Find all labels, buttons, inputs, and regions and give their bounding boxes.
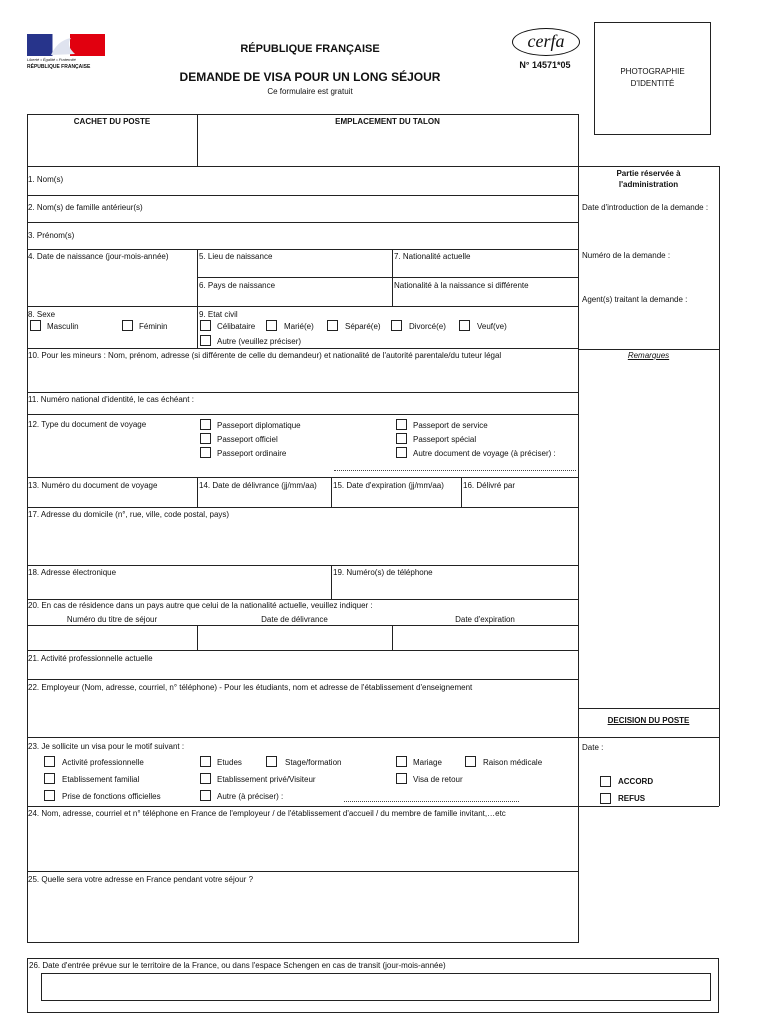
celibataire-checkbox[interactable] (200, 320, 211, 331)
field-21-activite-input[interactable] (30, 666, 570, 676)
field-24-accueil-input[interactable] (30, 826, 570, 862)
motif-autre-checkbox[interactable] (200, 790, 211, 801)
masculin-label: Masculin (47, 322, 79, 331)
field-9-etat-civil-label: 9. Etat civil (199, 310, 238, 319)
photo-label-line2: D'IDENTITÉ (630, 79, 675, 88)
cerfa-logo: cerfa (512, 28, 580, 56)
field-11-numero-identite-input[interactable] (200, 400, 570, 410)
field-24-accueil-label: 24. Nom, adresse, courriel et n° téléphone en France de l'employeur / de l'établissement d'accueil / du membre de famille invitant,…etc (28, 809, 506, 818)
motif-stage-label: Stage/formation (285, 758, 342, 767)
veuf-checkbox[interactable] (459, 320, 470, 331)
field-10-mineurs-input[interactable] (30, 368, 570, 386)
form-number: N° 14571*05 (519, 60, 571, 70)
field-20-residence-label: 20. En cas de résidence dans un pays autre que celui de la nationalité actuelle, veuillez indiquer : (28, 601, 373, 610)
field-10-mineurs-label: 10. Pour les mineurs : Nom, prénom, adresse (si différente de celle du demandeur) et nationalité de l'autorité parentale/du tuteur légal (28, 351, 502, 360)
field-3-prenom-input[interactable] (90, 238, 570, 248)
passeport-officiel-checkbox[interactable] (200, 433, 211, 444)
field-6-pays-naissance-label: 6. Pays de naissance (199, 281, 276, 290)
motif-etab-familial-checkbox[interactable] (44, 773, 55, 784)
passeport-officiel-label: Passeport officiel (217, 435, 278, 444)
field-25-adresse-france-label: 25. Quelle sera votre adresse en France pendant votre séjour ? (28, 875, 254, 884)
field-20b-date-delivrance-input[interactable] (200, 632, 385, 642)
field-17-adresse-domicile-input[interactable] (30, 530, 570, 558)
field-20a-titre-sejour-input[interactable] (30, 632, 190, 642)
marianne-profile-icon (41, 36, 81, 56)
accord-checkbox[interactable] (600, 776, 611, 787)
passeport-special-label: Passeport spécial (413, 435, 477, 444)
admin-date-introduction: Date d'introduction de la demande : (582, 203, 709, 212)
country-heading: RÉPUBLIQUE FRANÇAISE (240, 43, 380, 55)
motif-autre-dotted-line[interactable] (344, 801, 519, 802)
field-7-nationalite-label: 7. Nationalité actuelle (394, 252, 471, 261)
passeport-service-label: Passeport de service (413, 421, 488, 430)
field-13-numero-document-input[interactable] (30, 494, 190, 504)
field-20c-date-expiration-input[interactable] (396, 632, 571, 642)
field-26-date-entree-label: 26. Date d'entrée prévue sur le territoire de la France, ou dans l'espace Schengen en cas de transit (jour-mois-année) (29, 961, 446, 970)
separe-label: Séparé(e) (345, 322, 381, 331)
admin-agents: Agent(s) traitant la demande : (582, 295, 688, 304)
admin-decision-du-poste: DECISION DU POSTE (607, 716, 690, 725)
motif-mariage-label: Mariage (413, 758, 442, 767)
field-2-nom-anterieur-label: 2. Nom(s) de famille antérieur(s) (28, 203, 143, 212)
motif-visa-retour-label: Visa de retour (413, 775, 463, 784)
autre-document-dotted-line[interactable] (334, 470, 576, 471)
field-8-sexe-label: 8. Sexe (28, 310, 56, 319)
page-title: DEMANDE DE VISA POUR UN LONG SÉJOUR (179, 70, 441, 84)
field-18-adresse-electronique-input[interactable] (30, 583, 325, 593)
field-16-delivre-par-input[interactable] (464, 494, 572, 504)
autre-civil-checkbox[interactable] (200, 335, 211, 346)
field-7-nationalite-input[interactable] (396, 264, 571, 274)
motif-activite-checkbox[interactable] (44, 756, 55, 767)
field-14-date-delivrance-label: 14. Date de délivrance (jj/mm/aa) (199, 481, 317, 490)
logo-motto: Liberté • Égalité • Fraternité (27, 57, 76, 62)
field-26-date-entree-input[interactable] (41, 973, 711, 1001)
free-form-note: Ce formulaire est gratuit (267, 87, 353, 96)
field-15-date-expiration-label: 15. Date d'expiration (jj/mm/aa) (333, 481, 444, 490)
field-19-telephone-input[interactable] (334, 583, 572, 593)
field-14-date-delivrance-input[interactable] (200, 494, 325, 504)
logo-country: RÉPUBLIQUE FRANÇAISE (27, 64, 91, 70)
field-20b-date-delivrance-label: Date de délivrance (261, 615, 328, 624)
field-4-date-naissance-label: 4. Date de naissance (jour-mois-année) (28, 252, 169, 261)
refus-label: REFUS (618, 794, 646, 803)
admin-numero-demande: Numéro de la demande : (582, 251, 671, 260)
passeport-diplomatique-label: Passeport diplomatique (217, 421, 301, 430)
divorce-checkbox[interactable] (391, 320, 402, 331)
autre-document-checkbox[interactable] (396, 447, 407, 458)
motif-etab-familial-label: Etablissement familial (62, 775, 140, 784)
feminin-label: Féminin (139, 322, 168, 331)
passeport-special-checkbox[interactable] (396, 433, 407, 444)
field-22-employeur-input[interactable] (30, 700, 570, 728)
marie-checkbox[interactable] (266, 320, 277, 331)
motif-etab-prive-label: Etablissement privé/Visiteur (217, 775, 316, 784)
field-5-lieu-naissance-input[interactable] (200, 264, 385, 274)
field-16-delivre-par-label: 16. Délivré par (463, 481, 516, 490)
admin-date: Date : (582, 743, 604, 752)
cachet-du-poste-label: CACHET DU POSTE (73, 117, 151, 126)
separe-checkbox[interactable] (327, 320, 338, 331)
field-18-adresse-electronique-label: 18. Adresse électronique (28, 568, 117, 577)
passeport-ordinaire-label: Passeport ordinaire (217, 449, 287, 458)
field-2-nom-anterieur-input[interactable] (160, 210, 570, 220)
masculin-checkbox[interactable] (30, 320, 41, 331)
refus-checkbox[interactable] (600, 793, 611, 804)
marianne-logo (27, 34, 105, 75)
divorce-label: Divorcé(e) (409, 322, 446, 331)
field-25-adresse-france-input[interactable] (30, 892, 570, 932)
admin-title-line2: l'administration (618, 180, 679, 189)
field-15-date-expiration-input[interactable] (334, 494, 456, 504)
field-23-motif-label: 23. Je sollicite un visa pour le motif suivant : (28, 742, 185, 751)
motif-raison-medicale-checkbox[interactable] (465, 756, 476, 767)
motif-etudes-label: Etudes (217, 758, 242, 767)
field-7b-nationalite-naissance-input[interactable] (396, 293, 571, 303)
motif-visa-retour-checkbox[interactable] (396, 773, 407, 784)
motif-etab-prive-checkbox[interactable] (200, 773, 211, 784)
passeport-service-checkbox[interactable] (396, 419, 407, 430)
field-1-nom-input[interactable] (80, 184, 570, 194)
field-17-adresse-domicile-label: 17. Adresse du domicile (n°, rue, ville, code postal, pays) (28, 510, 230, 519)
field-3-prenom-label: 3. Prénom(s) (28, 231, 75, 240)
admin-remarques: Remarques (627, 351, 670, 360)
field-20a-titre-sejour-label: Numéro du titre de séjour (66, 615, 158, 624)
veuf-label: Veuf(ve) (477, 322, 507, 331)
motif-raison-medicale-label: Raison médicale (483, 758, 543, 767)
motif-etudes-checkbox[interactable] (200, 756, 211, 767)
passeport-ordinaire-checkbox[interactable] (200, 447, 211, 458)
field-11-numero-identite-label: 11. Numéro national d'identité, le cas échéant : (28, 395, 194, 404)
autre-civil-label: Autre (veuillez préciser) (217, 337, 302, 346)
field-5-lieu-naissance-label: 5. Lieu de naissance (199, 252, 273, 261)
motif-stage-checkbox[interactable] (266, 756, 277, 767)
field-13-numero-document-label: 13. Numéro du document de voyage (28, 481, 158, 490)
field-1-nom-label: 1. Nom(s) (28, 175, 64, 184)
field-4-date-naissance-input[interactable] (30, 266, 190, 276)
motif-mariage-checkbox[interactable] (396, 756, 407, 767)
motif-fonctions-label: Prise de fonctions officielles (62, 792, 161, 801)
field-7b-nationalite-naissance-label: Nationalité à la naissance si différente (394, 281, 529, 290)
photo-label-line1: PHOTOGRAPHIE (620, 67, 685, 76)
passeport-diplomatique-checkbox[interactable] (200, 419, 211, 430)
accord-label: ACCORD (618, 777, 654, 786)
field-12-type-document-label: 12. Type du document de voyage (28, 420, 147, 429)
celibataire-label: Célibataire (217, 322, 256, 331)
emplacement-talon-label: EMPLACEMENT DU TALON (335, 117, 440, 126)
autre-document-label: Autre document de voyage (à préciser) : (413, 449, 556, 458)
field-21-activite-label: 21. Activité professionnelle actuelle (28, 654, 153, 663)
motif-activite-label: Activité professionnelle (62, 758, 144, 767)
motif-fonctions-checkbox[interactable] (44, 790, 55, 801)
marie-label: Marié(e) (284, 322, 314, 331)
field-19-telephone-label: 19. Numéro(s) de téléphone (333, 568, 433, 577)
feminin-checkbox[interactable] (122, 320, 133, 331)
admin-title-line1: Partie réservée à (616, 169, 681, 178)
motif-autre-label: Autre (à préciser) : (217, 792, 284, 801)
field-6-pays-naissance-input[interactable] (200, 293, 385, 303)
field-20c-date-expiration-label: Date d'expiration (455, 615, 515, 624)
field-22-employeur-label: 22. Employeur (Nom, adresse, courriel, n° téléphone) - Pour les étudiants, nom et adresse de l'établissement d'enseignement (28, 683, 473, 692)
